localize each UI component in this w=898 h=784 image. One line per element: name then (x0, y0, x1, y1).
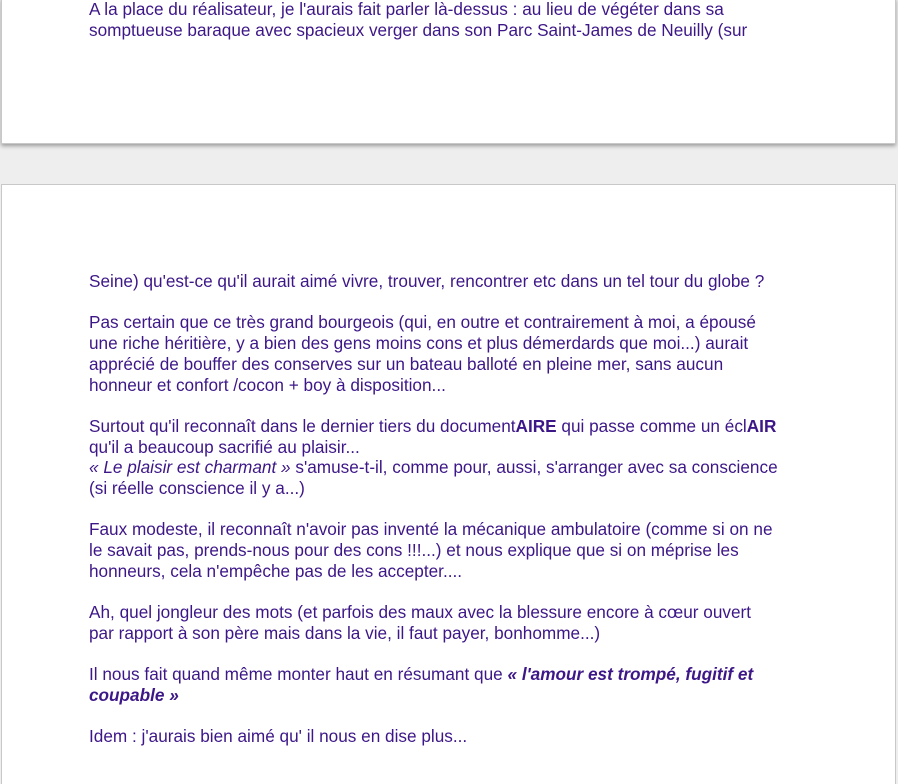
bold-text: AIR (746, 415, 777, 436)
document-page-1 (1, 0, 896, 144)
text-line: le savait pas, prends-nous pour des cons !!!...) et nous explique que si on méprise les (89, 540, 739, 561)
text-line (89, 416, 819, 437)
paragraph-bourgeois (89, 312, 819, 395)
text-line: Ah, quel jongleur des mots (et parfois des maux avec la blessure encore à cœur ouvert (89, 602, 752, 623)
paragraph-faux-modeste (89, 519, 819, 581)
text-line: Faux modeste, il reconnaît n'avoir pas inventé la mécanique ambulatoire (comme si on ne (89, 519, 773, 540)
paragraph-idem (89, 726, 819, 747)
bold-text: AIRE (515, 415, 557, 436)
text-run: Il nous fait quand même monter haut en résumant que (89, 664, 508, 685)
page-1-text-block (89, 0, 819, 61)
paragraph-jongleur (89, 602, 819, 643)
text-line: Idem : j'aurais bien aimé qu' il nous en dise plus... (89, 726, 468, 747)
text-line (89, 457, 819, 478)
text-run: qui passe comme un écl (556, 415, 747, 436)
text-line: (si réelle conscience il y a...) (89, 478, 305, 498)
text-line: honneur et confort /cocon + boy à disposition... (89, 374, 446, 395)
paragraph-amour (89, 664, 819, 705)
paragraph-plaisir (89, 416, 819, 499)
text-line: une riche héritière, y a bien des gens moins cons et plus démerdards que moi...) aurait (89, 333, 749, 354)
italic-quote: « Le plaisir est charmant » (89, 457, 291, 478)
paragraph-seine (89, 271, 819, 292)
text-line: A la place du réalisateur, je l'aurais fait parler là-dessus : au lieu de végéter dans sa (89, 0, 724, 19)
bold-italic-quote: coupable » (89, 684, 179, 705)
document-page-2 (1, 184, 896, 784)
text-line: honneurs, cela n'empêche pas de les accepter.... (89, 560, 463, 581)
paragraph-realisateur (89, 0, 819, 40)
text-line: Seine) qu'est-ce qu'il aurait aimé vivre, trouver, rencontrer etc dans un tel tour du globe ? (89, 271, 765, 291)
text-run: s'amuse-t-il, comme pour, aussi, s'arranger avec sa conscience (290, 457, 778, 478)
text-run: Surtout qu'il reconnaît dans le dernier tiers du document (89, 415, 516, 436)
page-2-text-block (89, 271, 819, 768)
text-line: somptueuse baraque avec spacieux verger dans son Parc Saint-James de Neuilly (sur (89, 19, 748, 40)
text-line: Pas certain que ce très grand bourgeois (qui, en outre et contrairement à moi, a épousé (89, 312, 756, 333)
bold-italic-quote: « l'amour est trompé, fugitif et (507, 664, 754, 685)
text-line: apprécié de bouffer des conserves sur un bateau balloté en pleine mer, sans aucun (89, 353, 724, 374)
text-line: par rapport à son père mais dans la vie, il faut payer, bonhomme...) (89, 622, 601, 643)
text-line: qu'il a beaucoup sacrifié au plaisir... (89, 436, 360, 457)
text-line (89, 664, 819, 685)
